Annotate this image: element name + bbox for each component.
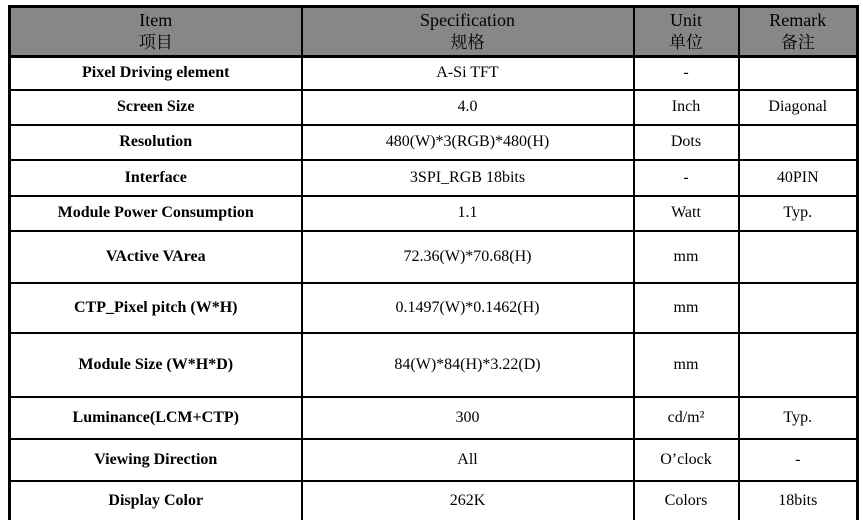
specification-cell: 4.0 bbox=[302, 90, 634, 125]
remark-cell: Typ. bbox=[739, 397, 858, 439]
header-cell-remark bbox=[739, 7, 858, 57]
header-remark-zh: 备注 bbox=[780, 33, 815, 52]
specification-cell: 1.1 bbox=[302, 196, 634, 231]
item-cell: CTP_Pixel pitch (W*H) bbox=[10, 283, 302, 333]
spec-table-header bbox=[10, 7, 858, 57]
table-row bbox=[10, 397, 858, 439]
table-row bbox=[10, 283, 858, 333]
unit-cell: cd/m² bbox=[634, 397, 739, 439]
remark-cell: 40PIN bbox=[739, 160, 858, 196]
item-cell: Display Color bbox=[10, 481, 302, 520]
header-specification-en: Specification bbox=[420, 10, 515, 30]
remark-cell bbox=[739, 283, 858, 333]
item-cell: Luminance(LCM+CTP) bbox=[10, 397, 302, 439]
item-cell: Pixel Driving element bbox=[10, 57, 302, 90]
remark-cell: 18bits bbox=[739, 481, 858, 520]
spec-table-body bbox=[10, 57, 858, 520]
header-unit-zh: 单位 bbox=[669, 33, 703, 52]
item-cell: Module Size (W*H*D) bbox=[10, 333, 302, 397]
table-row bbox=[10, 160, 858, 196]
item-cell: Interface bbox=[10, 160, 302, 196]
table-row bbox=[10, 125, 858, 160]
unit-cell: mm bbox=[634, 231, 739, 283]
unit-cell: Dots bbox=[634, 125, 739, 160]
specification-cell: 0.1497(W)*0.1462(H) bbox=[302, 283, 634, 333]
spec-table bbox=[8, 5, 859, 520]
unit-cell: Inch bbox=[634, 90, 739, 125]
remark-cell bbox=[739, 231, 858, 283]
table-row bbox=[10, 196, 858, 231]
item-cell: Viewing Direction bbox=[10, 439, 302, 481]
specification-cell: 300 bbox=[302, 397, 634, 439]
remark-cell: - bbox=[739, 439, 858, 481]
unit-cell: - bbox=[634, 57, 739, 90]
table-row bbox=[10, 481, 858, 520]
remark-cell: Diagonal bbox=[739, 90, 858, 125]
specification-cell: 262K bbox=[302, 481, 634, 520]
unit-cell: mm bbox=[634, 333, 739, 397]
unit-cell: Watt bbox=[634, 196, 739, 231]
item-cell: Resolution bbox=[10, 125, 302, 160]
specification-cell: 72.36(W)*70.68(H) bbox=[302, 231, 634, 283]
header-specification-zh: 规格 bbox=[450, 33, 485, 52]
remark-cell: Typ. bbox=[739, 196, 858, 231]
remark-cell bbox=[739, 333, 858, 397]
header-item-en: Item bbox=[139, 10, 173, 30]
header-cell-specification bbox=[302, 7, 634, 57]
table-row bbox=[10, 231, 858, 283]
remark-cell bbox=[739, 57, 858, 90]
specification-cell: All bbox=[302, 439, 634, 481]
unit-cell: - bbox=[634, 160, 739, 196]
specification-cell: A-Si TFT bbox=[302, 57, 634, 90]
specification-cell: 480(W)*3(RGB)*480(H) bbox=[302, 125, 634, 160]
item-cell: VActive VArea bbox=[10, 231, 302, 283]
remark-cell bbox=[739, 125, 858, 160]
unit-cell: O’clock bbox=[634, 439, 739, 481]
unit-cell: Colors bbox=[634, 481, 739, 520]
header-remark-en: Remark bbox=[769, 10, 827, 30]
header-item-zh: 项目 bbox=[138, 33, 173, 52]
item-cell: Screen Size bbox=[10, 90, 302, 125]
table-row bbox=[10, 90, 858, 125]
header-row bbox=[10, 7, 858, 57]
unit-cell: mm bbox=[634, 283, 739, 333]
header-cell-unit bbox=[634, 7, 739, 57]
table-row bbox=[10, 333, 858, 397]
specification-cell: 84(W)*84(H)*3.22(D) bbox=[302, 333, 634, 397]
item-cell: Module Power Consumption bbox=[10, 196, 302, 231]
header-cell-item bbox=[10, 7, 302, 57]
table-row bbox=[10, 57, 858, 90]
header-unit-en: Unit bbox=[669, 10, 702, 30]
table-row bbox=[10, 439, 858, 481]
specification-cell: 3SPI_RGB 18bits bbox=[302, 160, 634, 196]
